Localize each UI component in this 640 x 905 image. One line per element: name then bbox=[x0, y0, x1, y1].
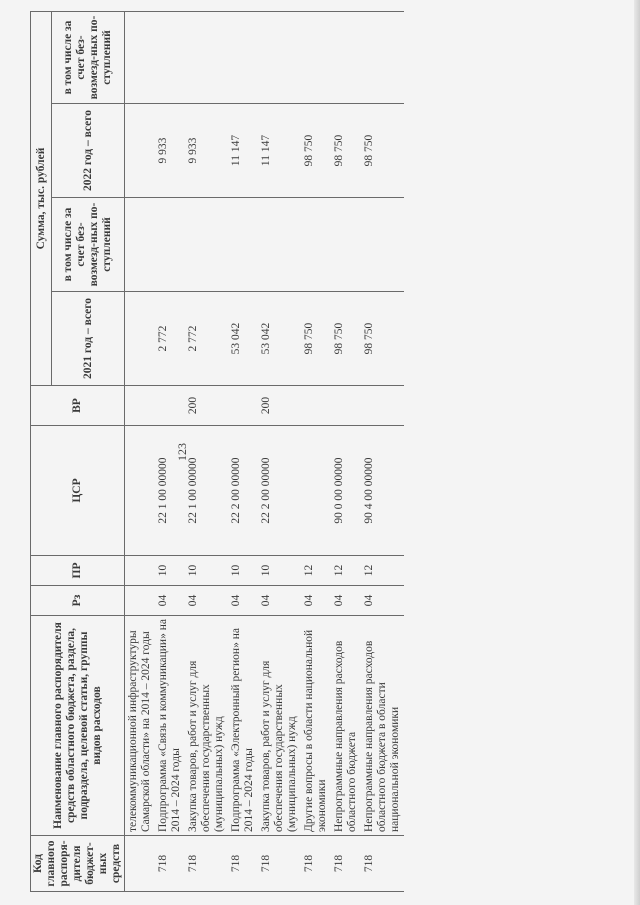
cell-s2022: 98 750 bbox=[331, 104, 361, 198]
cell-s2022i bbox=[185, 12, 228, 104]
cell-s2022i bbox=[301, 12, 331, 104]
cell-pr: 12 bbox=[361, 556, 404, 586]
cell-code bbox=[125, 836, 156, 892]
cell-name: Непрограммные направления расходов областного бюджета в области национальной экономики bbox=[361, 616, 404, 836]
cell-s2021 bbox=[125, 292, 156, 386]
cell-rz: 04 bbox=[155, 586, 185, 616]
header-2022-incl: в том числе за счет без-возмезд-ных по-ступлений bbox=[52, 12, 125, 104]
cell-s2022i bbox=[155, 12, 185, 104]
cell-vr bbox=[331, 386, 361, 426]
cell-name: Непрограммные направления расходов областного бюджета bbox=[331, 616, 361, 836]
cell-csr: 22 1 00 00000 bbox=[155, 426, 185, 556]
cell-s2021: 2 772 bbox=[155, 292, 185, 386]
table-row bbox=[331, 12, 361, 892]
cell-s2022i bbox=[258, 12, 301, 104]
cell-name: телекоммуникационной инфраструктуры Самарской области» на 2014 – 2024 годы bbox=[125, 616, 156, 836]
cell-s2022: 98 750 bbox=[301, 104, 331, 198]
cell-vr: 200 bbox=[185, 386, 228, 426]
cell-s2021: 98 750 bbox=[331, 292, 361, 386]
cell-pr: 10 bbox=[155, 556, 185, 586]
cell-pr: 10 bbox=[258, 556, 301, 586]
cell-code: 718 bbox=[301, 836, 331, 892]
cell-s2022: 98 750 bbox=[361, 104, 404, 198]
cell-s2021i bbox=[258, 198, 301, 292]
cell-s2021i bbox=[185, 198, 228, 292]
cell-s2022: 9 933 bbox=[185, 104, 228, 198]
cell-s2021i bbox=[155, 198, 185, 292]
table-row bbox=[301, 12, 331, 892]
header-2021-incl: в том числе за счет без-возмезд-ных по-ступлений bbox=[52, 198, 125, 292]
table-row bbox=[228, 12, 258, 892]
cell-s2021: 2 772 bbox=[185, 292, 228, 386]
cell-s2021i bbox=[301, 198, 331, 292]
table-row bbox=[155, 12, 185, 892]
cell-s2021: 98 750 bbox=[301, 292, 331, 386]
header-2021-total: 2021 год – всего bbox=[52, 292, 125, 386]
cell-s2021: 98 750 bbox=[361, 292, 404, 386]
cell-s2022: 11 147 bbox=[258, 104, 301, 198]
cell-name: Подпрограмма «Электронный регион» на 2014 – 2024 годы bbox=[228, 616, 258, 836]
cell-s2022 bbox=[125, 104, 156, 198]
cell-rz: 04 bbox=[258, 586, 301, 616]
cell-s2022i bbox=[125, 12, 156, 104]
cell-csr: 90 4 00 00000 bbox=[361, 426, 404, 556]
cell-vr bbox=[361, 386, 404, 426]
cell-s2021i bbox=[125, 198, 156, 292]
cell-rz bbox=[125, 586, 156, 616]
cell-pr: 10 bbox=[228, 556, 258, 586]
cell-csr: 22 1 00 00000 bbox=[185, 426, 228, 556]
cell-pr: 12 bbox=[301, 556, 331, 586]
cell-pr bbox=[125, 556, 156, 586]
page-edge-shadow bbox=[634, 0, 640, 905]
cell-s2022i bbox=[361, 12, 404, 104]
cell-csr bbox=[125, 426, 156, 556]
cell-csr bbox=[301, 426, 331, 556]
cell-rz: 04 bbox=[331, 586, 361, 616]
cell-rz: 04 bbox=[228, 586, 258, 616]
page-number: 123 bbox=[175, 443, 189, 461]
table-row bbox=[125, 12, 156, 892]
header-pr: ПР bbox=[31, 556, 125, 586]
table-row bbox=[258, 12, 301, 892]
header-vr: ВР bbox=[31, 386, 125, 426]
cell-code: 718 bbox=[185, 836, 228, 892]
cell-s2021: 53 042 bbox=[228, 292, 258, 386]
cell-name: Закупка товаров, работ и услуг для обеспечения государственных (муниципальных) нужд bbox=[258, 616, 301, 836]
budget-table bbox=[30, 11, 404, 892]
cell-s2021: 53 042 bbox=[258, 292, 301, 386]
rotated-page-content bbox=[10, 12, 630, 892]
cell-code: 718 bbox=[331, 836, 361, 892]
header-sum: Сумма, тыс. рублей bbox=[31, 12, 52, 386]
cell-pr: 10 bbox=[185, 556, 228, 586]
cell-rz: 04 bbox=[301, 586, 331, 616]
cell-rz: 04 bbox=[185, 586, 228, 616]
header-csr: ЦСР bbox=[31, 426, 125, 556]
cell-s2021i bbox=[228, 198, 258, 292]
header-name: Наименование главного распорядителя средств областного бюджета, раздела, подраздела, целевой статьи, группы видов расходов bbox=[31, 616, 125, 836]
cell-code: 718 bbox=[258, 836, 301, 892]
cell-csr: 22 2 00 00000 bbox=[258, 426, 301, 556]
table-row bbox=[361, 12, 404, 892]
cell-vr bbox=[125, 386, 156, 426]
cell-s2022: 11 147 bbox=[228, 104, 258, 198]
cell-s2021i bbox=[361, 198, 404, 292]
table-body bbox=[125, 12, 405, 892]
cell-vr bbox=[301, 386, 331, 426]
cell-rz: 04 bbox=[361, 586, 404, 616]
cell-s2021i bbox=[331, 198, 361, 292]
header-code: Код главного распоря-дителя бюджет-ных средств bbox=[31, 836, 125, 892]
cell-vr bbox=[228, 386, 258, 426]
cell-csr: 22 2 00 00000 bbox=[228, 426, 258, 556]
cell-csr: 90 0 00 00000 bbox=[331, 426, 361, 556]
cell-name: Закупка товаров, работ и услуг для обеспечения государственных (муниципальных) нужд bbox=[185, 616, 228, 836]
cell-code: 718 bbox=[228, 836, 258, 892]
cell-s2022i bbox=[228, 12, 258, 104]
header-rz: Рз bbox=[31, 586, 125, 616]
cell-s2022i bbox=[331, 12, 361, 104]
header-2022-total: 2022 год – всего bbox=[52, 104, 125, 198]
cell-vr bbox=[155, 386, 185, 426]
cell-pr: 12 bbox=[331, 556, 361, 586]
cell-name: Другие вопросы в области национальной экономики bbox=[301, 616, 331, 836]
cell-code: 718 bbox=[155, 836, 185, 892]
cell-vr: 200 bbox=[258, 386, 301, 426]
cell-code: 718 bbox=[361, 836, 404, 892]
table-row bbox=[185, 12, 228, 892]
cell-s2022: 9 933 bbox=[155, 104, 185, 198]
cell-name: Подпрограмма «Связь и коммуникации» на 2014 – 2024 годы bbox=[155, 616, 185, 836]
